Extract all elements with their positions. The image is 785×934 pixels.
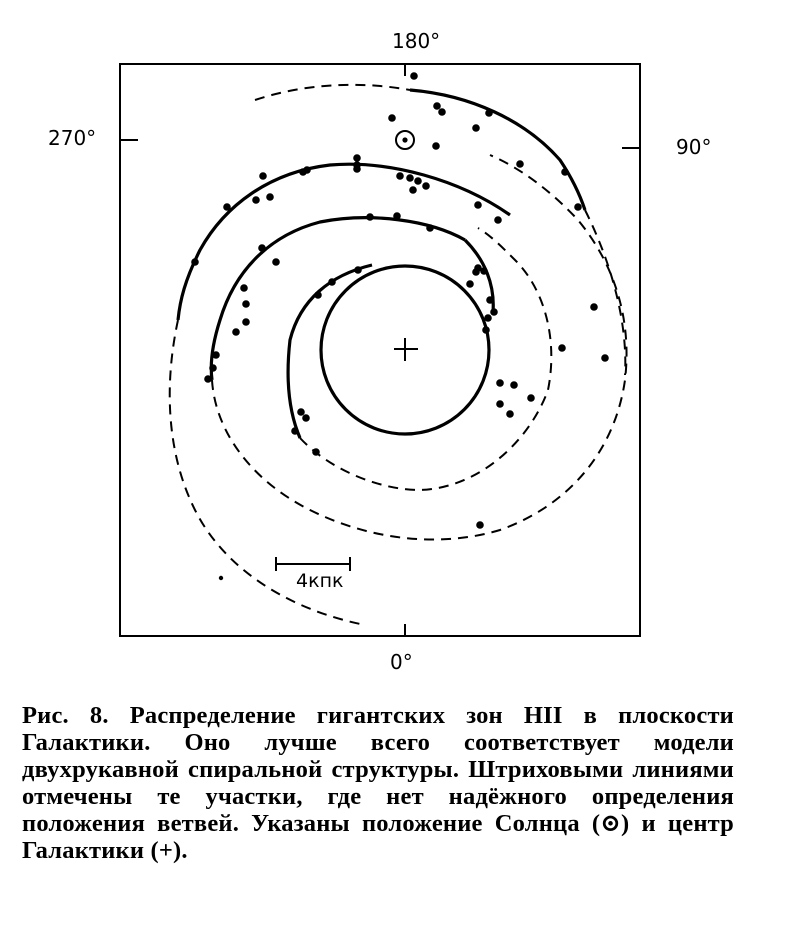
sun-symbol [396, 131, 414, 149]
hii-region-dot [474, 201, 482, 209]
hii-region-dot [212, 351, 220, 359]
arm-4-dashed-a [255, 85, 410, 100]
galactic-center-cross [394, 338, 418, 361]
hii-region-dot [388, 114, 396, 122]
hii-region-dot [433, 102, 441, 110]
axis-label-0: 0° [390, 650, 413, 674]
hii-region-dot [480, 267, 488, 275]
hii-region-dot [209, 364, 217, 372]
axis-label-180: 180° [392, 29, 441, 53]
hii-region-dot [393, 212, 401, 220]
hii-region-dot [476, 521, 484, 529]
hii-region-dot [204, 375, 212, 383]
hii-region-dot [409, 186, 417, 194]
hii-region-dot [422, 182, 430, 190]
hii-region-dot [232, 328, 240, 336]
figure-caption: Рис. 8. Распределение гигантских зон HII в плоскости Галактики. Оно лучше всего соответствует модели двухрукавной спиральной структуры. Штриховыми линиями отмечены те участки, где нет надёжного определения положения ветвей. Указаны положение Солнца (⊙) и центр Галактики (+). [22, 702, 734, 864]
hii-region-dot [252, 196, 260, 204]
hii-region-dot [272, 258, 280, 266]
hii-region-dot [258, 244, 266, 252]
hii-region-dot [312, 448, 320, 456]
scale-label: 4кпк [296, 570, 344, 592]
hii-region-dot [328, 278, 336, 286]
hii-region-dot [353, 154, 361, 162]
hii-region-dot [223, 203, 231, 211]
hii-region-dot [414, 177, 422, 185]
hii-region-dot [484, 314, 492, 322]
hii-region-dot [590, 303, 598, 311]
hii-region-dot [426, 224, 434, 232]
axis-label-270: 270° [48, 126, 97, 150]
hii-region-dot [219, 576, 223, 580]
hii-region-dot [472, 124, 480, 132]
hii-region-dot [396, 172, 404, 180]
hii-region-dot [601, 354, 609, 362]
hii-region-dot [354, 266, 362, 274]
hii-region-dot [527, 394, 535, 402]
hii-region-dot [299, 168, 307, 176]
hii-region-dot [496, 379, 504, 387]
hii-region-dot [466, 280, 474, 288]
arm-4-dashed-b [585, 210, 625, 375]
hii-region-dot [438, 108, 446, 116]
hii-region-dot [266, 193, 274, 201]
hii-region-dot [366, 213, 374, 221]
hii-region-dot [259, 172, 267, 180]
hii-region-dot [291, 427, 299, 435]
axis-label-90: 90° [676, 135, 712, 159]
hii-region-dot [242, 318, 250, 326]
hii-region-dot [490, 308, 498, 316]
hii-region-dot [242, 300, 250, 308]
hii-region-dot [561, 168, 569, 176]
scale-bar [276, 557, 350, 571]
hii-region-dot [410, 72, 418, 80]
hii-region-dot [314, 291, 322, 299]
hii-region-dot [494, 216, 502, 224]
hii-region-dot [191, 258, 199, 266]
hii-region-dot [240, 284, 248, 292]
hii-region-dot [482, 326, 490, 334]
hii-region-dot [432, 142, 440, 150]
hii-region-dot [516, 160, 524, 168]
hii-region-dot [302, 414, 310, 422]
hii-region-dot [506, 410, 514, 418]
hii-region-dot [510, 381, 518, 389]
hii-region-dot [297, 408, 305, 416]
hii-region-dot [558, 344, 566, 352]
hii-region-dot [574, 203, 582, 211]
hii-region-dot [486, 296, 494, 304]
hii-region-dot [485, 109, 493, 117]
hii-region-dot [353, 165, 361, 173]
hii-region-dot [406, 174, 414, 182]
hii-region-dot [496, 400, 504, 408]
